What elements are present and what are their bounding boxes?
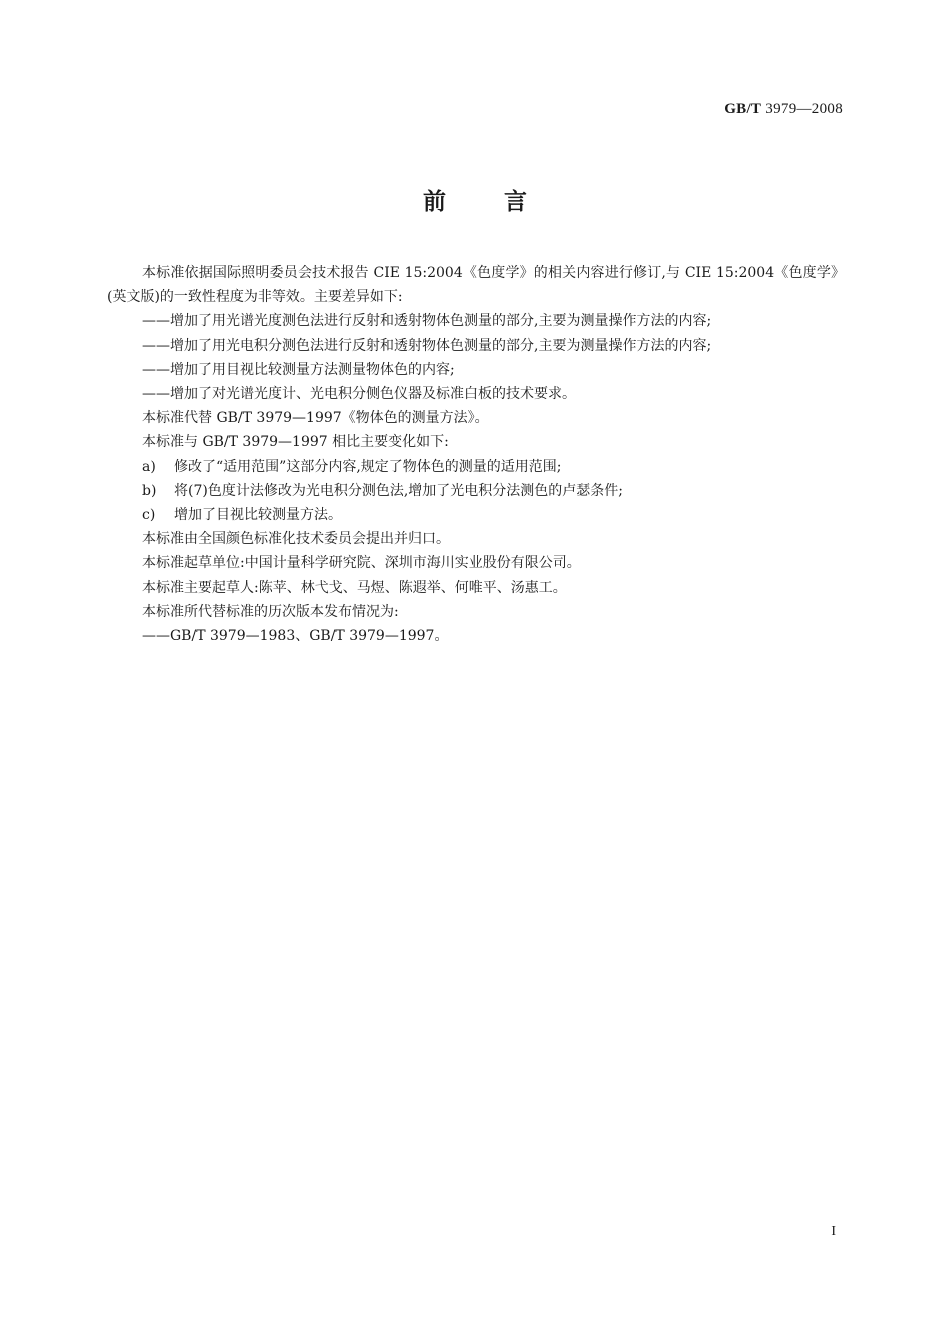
drafting-units-paragraph: 本标准起草单位:中国计量科学研究院、深圳市海川实业股份有限公司。: [142, 555, 581, 572]
page-number: I: [831, 1224, 836, 1239]
standard-number: 3979—2008: [765, 101, 843, 117]
dash-item: ——增加了用目视比较测量方法测量物体色的内容;: [142, 361, 455, 378]
list-marker: b): [142, 482, 157, 499]
change-item-c: [107, 503, 845, 527]
list-marker: c): [142, 507, 156, 524]
change-item-a: [107, 455, 845, 479]
change-text: 增加了目视比较测量方法。: [174, 507, 342, 524]
standard-code-header: [724, 101, 843, 118]
page-title: [0, 183, 950, 216]
drafters-paragraph: 本标准主要起草人:陈苹、林弋戈、马煜、陈遐举、何唯平、汤惠工。: [142, 579, 567, 596]
history-intro-paragraph: 本标准所代替标准的历次版本发布情况为:: [142, 603, 399, 620]
dash-item: ——增加了用光谱光度测色法进行反射和透射物体色测量的部分,主要为测量操作方法的内容;: [142, 313, 712, 330]
dash-item: ——增加了用光电积分测色法进行反射和透射物体色测量的部分,主要为测量操作方法的内容;: [142, 337, 712, 354]
title-char-2: 言: [504, 189, 527, 215]
change-item-b: [107, 479, 845, 503]
proposed-by-paragraph: 本标准由全国颜色标准化技术委员会提出并归口。: [142, 531, 450, 548]
intro-paragraph: 本标准依据国际照明委员会技术报告 CIE 15:2004《色度学》的相关内容进行修订,与 CIE 15:2004《色度学》(英文版)的一致性程度为非等效。主要差异如下:: [107, 265, 845, 306]
change-text: 修改了“适用范围”这部分内容,规定了物体色的测量的适用范围;: [174, 458, 562, 475]
replaces-paragraph: 本标准代替 GB/T 3979—1997《物体色的测量方法》。: [142, 410, 489, 427]
standard-prefix: GB/T: [724, 101, 762, 117]
list-marker: a): [142, 458, 156, 475]
title-char-1: 前: [423, 189, 446, 215]
changes-intro: 本标准与 GB/T 3979—1997 相比主要变化如下:: [142, 434, 449, 451]
dash-item: ——增加了对光谱光度计、光电积分侧色仪器及标准白板的技术要求。: [142, 386, 576, 403]
change-text: 将(7)色度计法修改为光电积分测色法,增加了光电积分法测色的卢瑟条件;: [174, 482, 623, 499]
history-item: ——GB/T 3979—1983、GB/T 3979—1997。: [142, 628, 449, 645]
foreword-body: [107, 261, 845, 648]
